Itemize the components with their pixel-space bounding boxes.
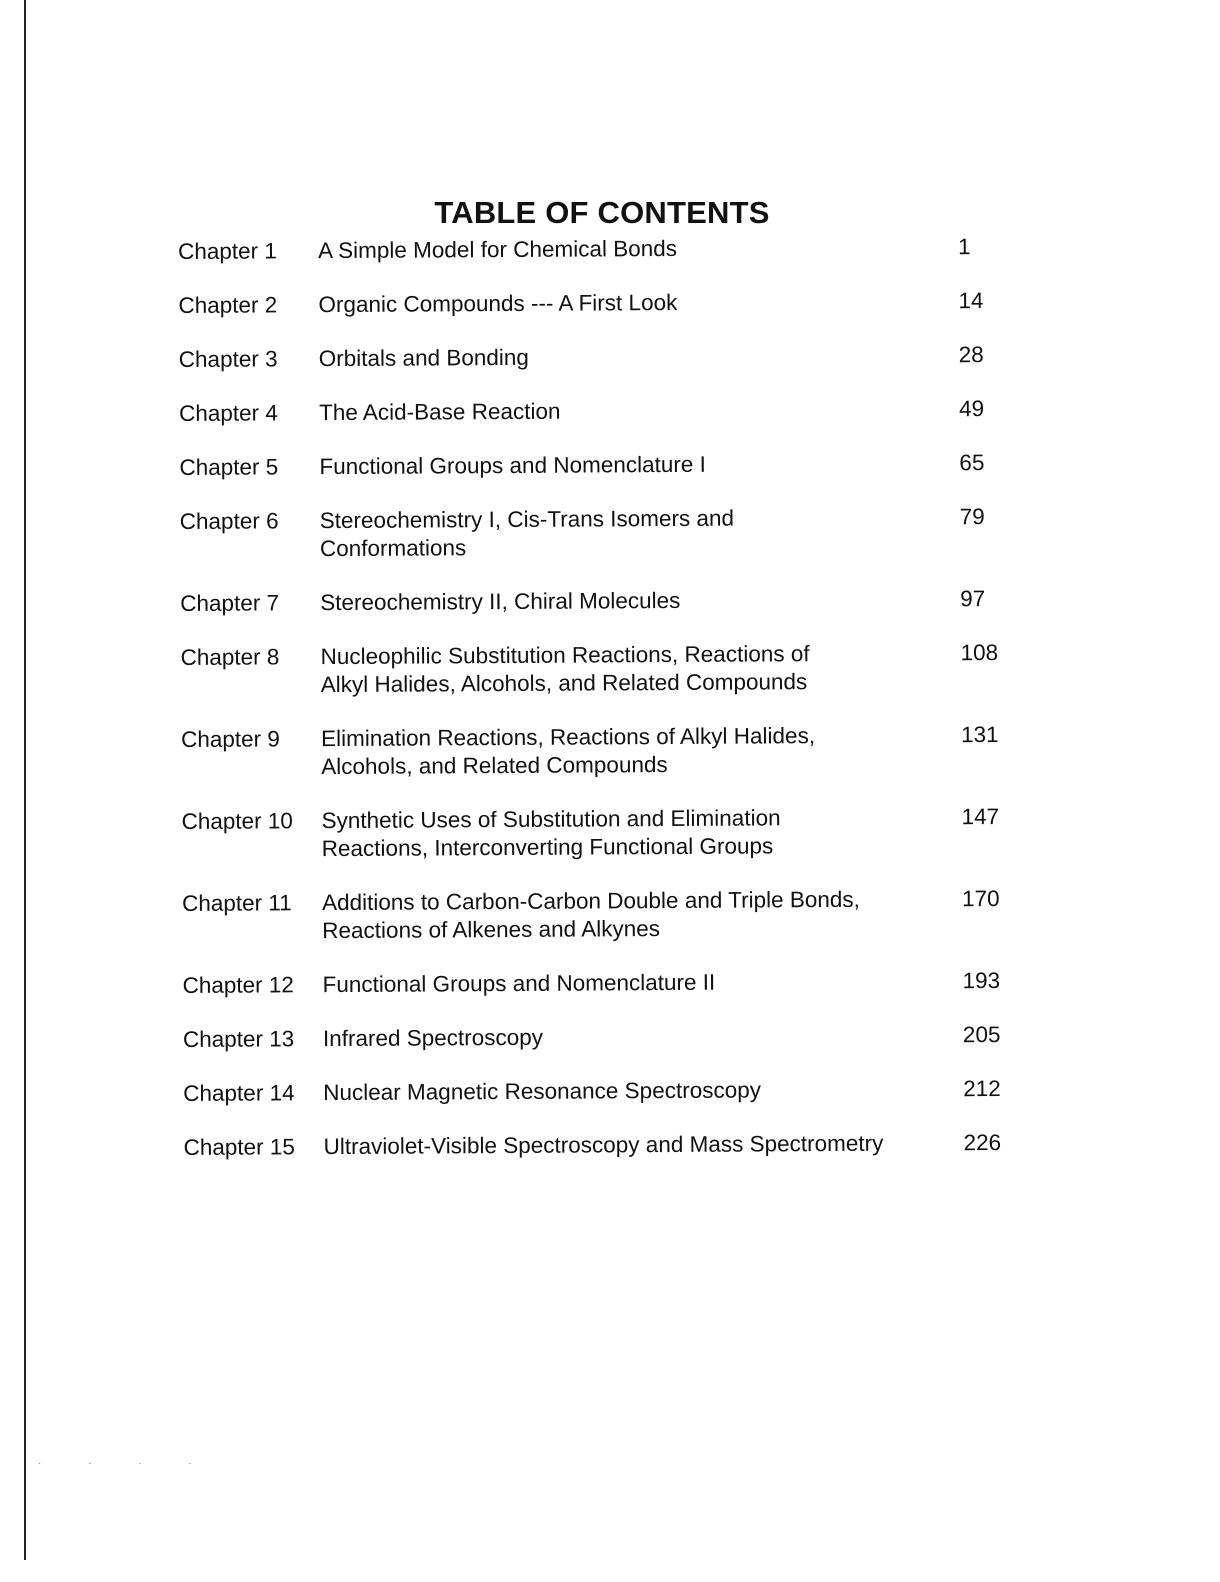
toc-chapter-title: Elimination Reactions, Reactions of Alkyl Halides, Alcohols, and Related Compounds (320, 723, 816, 780)
toc-chapter-title: A Simple Model for Chemical Bonds (318, 235, 678, 264)
toc-chapter-title: Ultraviolet-Visible Spectroscopy and Mass Spectrometry (323, 1130, 884, 1160)
toc-entry (180, 585, 1040, 618)
toc-chapter-label: Chapter 1 (178, 238, 277, 264)
toc-chapter-label: Chapter 11 (181, 890, 292, 916)
toc-chapter-label: Chapter 6 (179, 508, 279, 534)
toc-chapter-label: Chapter 14 (183, 1080, 295, 1106)
toc-chapter-label: Chapter 7 (180, 590, 280, 616)
toc-chapter-label: Chapter 5 (179, 454, 279, 480)
toc-page-number: 147 (961, 803, 1000, 830)
toc-chapter-label: Chapter 10 (181, 808, 293, 834)
toc-chapter-title: Orbitals and Bonding (318, 344, 529, 372)
toc-page-number: 14 (958, 288, 984, 314)
toc-page-number: 205 (962, 1021, 1001, 1048)
toc-entry (182, 967, 1042, 1000)
scan-binding-edge (24, 0, 26, 1560)
toc-entry (179, 341, 1039, 374)
toc-entry (181, 803, 1041, 864)
toc-chapter-title: The Acid-Base Reaction (318, 398, 561, 426)
toc-entry (181, 721, 1041, 782)
toc-chapter-label: Chapter 15 (183, 1134, 295, 1160)
toc-page-number: 226 (963, 1129, 1002, 1156)
toc-page-number: 212 (963, 1075, 1001, 1102)
toc-entry (179, 395, 1039, 428)
toc-chapter-label: Chapter 12 (182, 972, 294, 998)
toc-chapter-label: Chapter 4 (178, 400, 278, 426)
toc-entry (183, 1129, 1043, 1162)
toc-chapter-title: Stereochemistry II, Chiral Molecules (320, 587, 681, 616)
toc-page-number: 193 (962, 967, 1001, 994)
toc-entry (180, 639, 1040, 700)
toc-entry (179, 449, 1039, 482)
toc-chapter-label: Chapter 8 (180, 644, 280, 670)
toc-page-number: 170 (961, 885, 1000, 912)
toc-chapter-title: Additions to Carbon-Carbon Double and Triple Bonds, Reactions of Alkenes and Alkynes (321, 886, 860, 944)
toc-page-number: 79 (959, 504, 985, 530)
toc-entry (183, 1021, 1043, 1054)
toc-chapter-title: Nucleophilic Substitution Reactions, Reactions of Alkyl Halides, Alcohols, and Related Compounds (320, 641, 810, 698)
toc-chapter-title: Organic Compounds --- A First Look (318, 289, 678, 318)
toc-entry (182, 885, 1042, 946)
toc-chapter-title: Synthetic Uses of Substitution and Elimination Reactions, Interconverting Functional Groups (321, 805, 781, 862)
toc-chapter-label: Chapter 13 (182, 1026, 295, 1052)
toc-chapter-label: Chapter 3 (178, 346, 278, 372)
toc-list (178, 233, 1044, 1162)
scan-specks: · · · · (38, 1458, 214, 1469)
toc-page-number: 28 (958, 342, 984, 368)
toc-page-number: 49 (958, 396, 985, 422)
toc-chapter-title: Infrared Spectroscopy (322, 1024, 544, 1052)
toc-chapter-title: Functional Groups and Nomenclature II (322, 969, 716, 998)
toc-page-number: 131 (960, 721, 999, 748)
toc-entry (178, 287, 1038, 320)
toc-entry (183, 1075, 1043, 1108)
toc-entry (180, 503, 1040, 564)
toc-chapter-label: Chapter 9 (180, 726, 280, 752)
toc-chapter-title: Nuclear Magnetic Resonance Spectroscopy (323, 1077, 762, 1106)
page-title: TABLE OF CONTENTS (434, 194, 770, 230)
toc-page-number: 108 (960, 639, 999, 666)
toc-page-number: 97 (960, 586, 986, 612)
toc-page-number: 65 (959, 450, 985, 476)
toc-chapter-label: Chapter 2 (178, 292, 278, 318)
toc-page-number: 1 (957, 234, 971, 260)
toc-chapter-title: Stereochemistry I, Cis-Trans Isomers and Conformations (319, 505, 735, 562)
toc-chapter-title: Functional Groups and Nomenclature I (319, 451, 706, 480)
toc-entry (178, 233, 1038, 266)
